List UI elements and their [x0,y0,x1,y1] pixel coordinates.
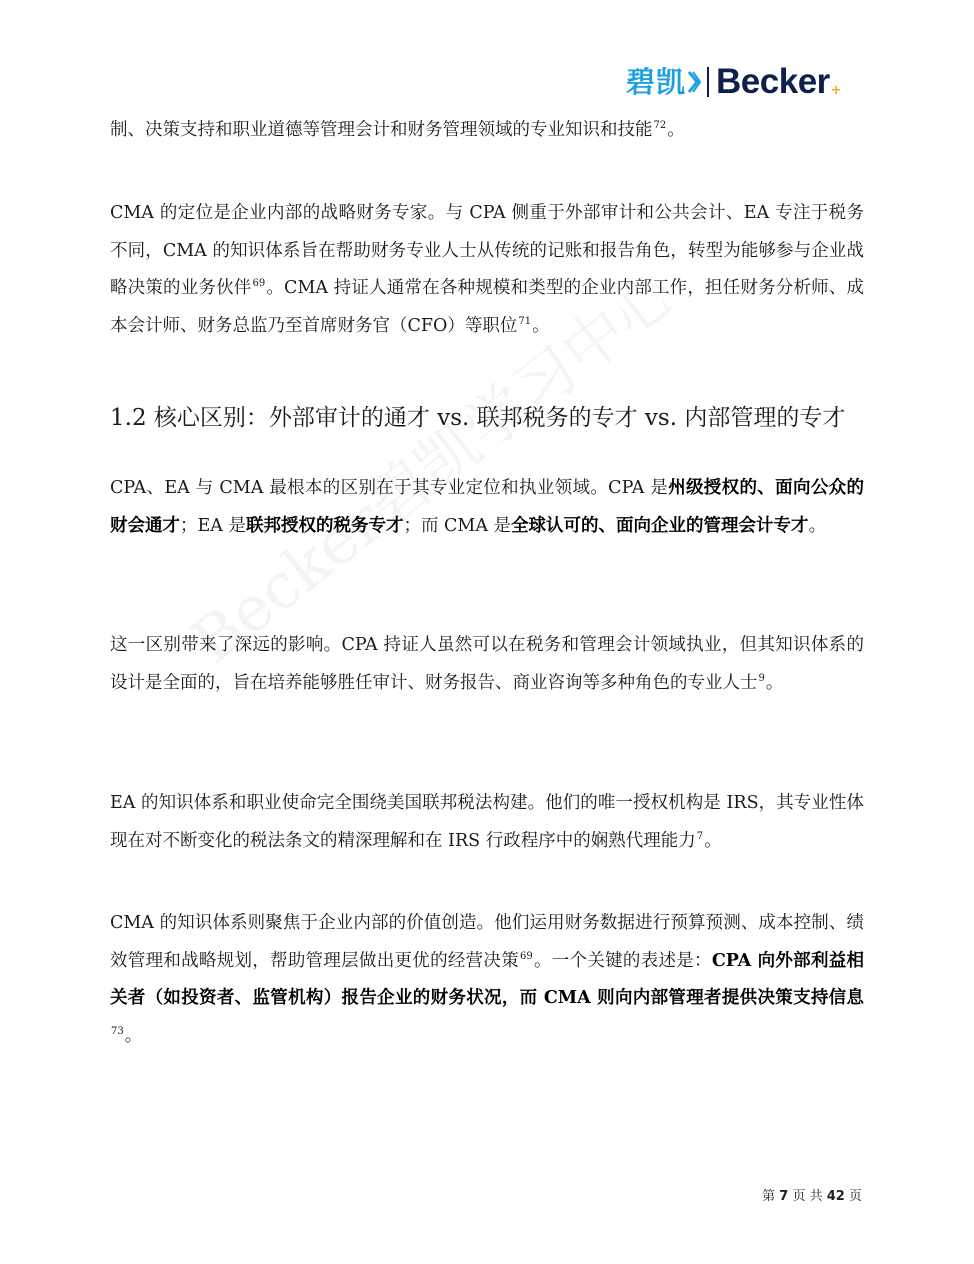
logo-english-text: Becker [716,62,830,101]
bold-text: 州级授权的、面向公众的财会通才 [110,478,864,536]
bold-text: CPA 向外部利益相关者（如投资者、监管机构）报告企业的财务状况，而 CMA 则向内部管理者提供决策支持信息 [110,950,865,1008]
text: ；而 CMA 是 [403,515,512,536]
text: CMA 的定位是企业内部的战略财务专家。与 CPA 侧重于外部审计和公共会计、EA 专注于税务不同，CMA 的知识体系旨在帮助财务专业人士从传统的记账和报告角色，转型为能够参与企业战略决策的业务伙伴 [110,203,864,298]
footer-text: 第 [762,1189,776,1204]
paragraph-2 [110,195,864,345]
footer-text: 页 [848,1189,862,1204]
bold-text: 联邦授权的税务专才 [245,515,404,536]
text: 制、决策支持和职业道德等管理会计和财务管理领域的专业知识和技能 [110,120,653,140]
text: ；EA 是 [180,515,246,536]
citation: 9 [758,672,765,684]
text: CPA、EA 与 CMA 最根本的区别在于其专业定位和执业领域。CPA 是 [110,478,669,498]
text: CMA 的知识体系则聚焦于企业内部的价值创造。他们运用财务数据进行预算预测、成本控制、绩效管理和战略规划，帮助管理层做出更优的经营决策 [110,913,864,971]
citation: 7 [696,830,704,842]
logo-divider [707,67,709,97]
text: EA 的知识体系和职业使命完全围绕美国联邦税法构建。他们的唯一授权机构是 IRS，其专业性体现在对不断变化的税法条文的精深理解和在 IRS 行政程序中的娴熟代理能力 [110,793,864,851]
citation: 69 [252,278,266,289]
bold-text: 全球认可的、面向企业的管理会计专才 [511,515,809,536]
page-number [762,1185,862,1204]
paragraph-3 [110,470,864,545]
paragraph-4 [110,627,864,702]
text: 这一区别带来了深远的影响。CPA 持证人虽然可以在税务和管理会计领域执业，但其知识体系的设计是全面的，旨在培养能够胜任审计、财务报告、商业咨询等多种角色的专业人士 [110,635,864,693]
paragraph-5 [110,785,864,860]
logo-plus-icon: + [830,83,842,98]
text: 。 [667,120,685,140]
citation: 69 [520,950,533,962]
text: 。 [765,672,784,693]
text: 。 [124,1025,143,1046]
text: 。一个关键的表述是： [533,950,712,971]
text: 。 [704,830,722,851]
logo-chinese-text: 碧凯 [626,65,687,99]
text: 。 [808,515,827,536]
logo-chevron-icon [687,68,701,96]
text: 。 [532,315,550,336]
current-page: 7 [779,1189,789,1204]
citation: 73 [111,1025,124,1037]
citation: 71 [518,315,532,327]
total-pages: 42 [826,1189,845,1204]
section-heading: 1.2 核心区别：外部审计的通才 vs. 联邦税务的专才 vs. 内部管理的专才 [110,405,846,431]
text: 。CMA 持证人通常在各种规模和类型的企业内部工作，担任财务分析师、成本会计师、财务总监乃至首席财务官（CFO）等职位 [110,278,864,336]
becker-logo [626,62,842,102]
citation: 72 [653,120,667,131]
footer-text: 页 共 [792,1189,823,1204]
paragraph-6 [110,905,864,1055]
paragraph-1 [110,112,864,150]
